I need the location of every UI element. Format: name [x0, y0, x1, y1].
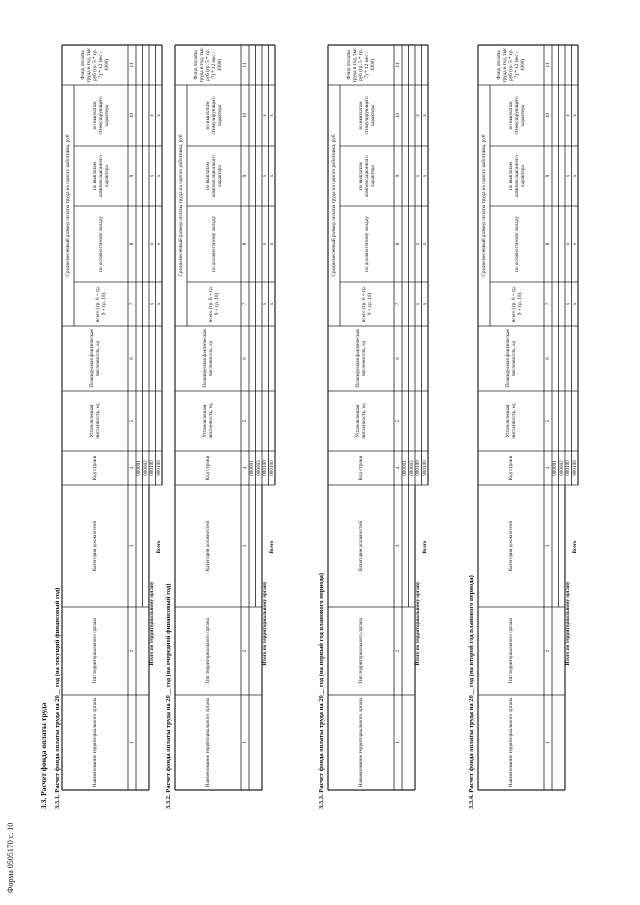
col-number-11: 11 [545, 62, 551, 68]
col-number-4: 4 [545, 466, 551, 470]
x-mark: х [149, 302, 156, 306]
x-mark: х [565, 114, 572, 117]
col-number-10: 10 [545, 112, 551, 119]
subtotal-code: 000100 [262, 460, 269, 476]
section-title: 3.3.2. Расчет фонда оплаты труда на 20__ год (на очередной финансовый год) [165, 583, 172, 809]
x-mark: х [262, 242, 269, 246]
header-col5: Установленная численность, ед [202, 403, 214, 439]
header-col7: всего (гр. 8 + гр. 9 + гр. 10) [208, 285, 220, 323]
header-col3: Категория должностей [508, 520, 514, 572]
col-number-1: 1 [129, 741, 135, 744]
x-mark: х [415, 302, 422, 306]
header-col11: Фонд оплаты труда в год, тыс руб (гр. 5 * гр. 7) * 12 мес / 1000) [80, 47, 110, 83]
col-number-6: 6 [545, 357, 551, 360]
total-label: Всего [155, 540, 162, 554]
col-number-7: 7 [129, 302, 135, 306]
section-title: 3.3.3. Расчет фонда оплаты труда на 20__ год (на первый год планового периода) [318, 572, 325, 809]
row-code: 000002 [558, 460, 565, 476]
row-code: 000002 [142, 460, 149, 476]
col-number-7: 7 [242, 302, 248, 306]
col-number-3: 3 [395, 544, 401, 548]
row-code: 000002 [255, 460, 262, 476]
col-number-6: 6 [242, 357, 248, 360]
header-col11: Фонд оплаты труда в год, тыс руб (гр. 5 * гр. 7) * 12 мес / 1000) [193, 47, 223, 83]
total-label: Всего [421, 540, 428, 554]
col-number-2: 2 [395, 649, 401, 653]
col-number-5: 5 [129, 419, 135, 423]
x-mark: х [421, 174, 428, 178]
header-col8: по должностному окладу [364, 216, 370, 272]
header-col7: всего (гр. 8 + гр. 9 + гр. 10) [95, 285, 107, 323]
header-col5: Установленная численность, ед [89, 403, 101, 439]
x-mark: х [155, 114, 162, 117]
header-col10: по выплатам стимулирующего характера [205, 96, 223, 135]
section-title: 3.3.4. Расчет фонда оплаты труда на 20__ год (на второй год планового периода) [468, 575, 475, 809]
x-mark: х [421, 242, 428, 246]
col-number-7: 7 [395, 302, 401, 306]
col-number-10: 10 [395, 112, 401, 119]
main-title: 3.3. Расчет фонда оплаты труда [39, 702, 48, 809]
row-code: 000001 [249, 460, 256, 476]
total-code: 900100 [571, 460, 578, 476]
header-col4: Код строки [358, 455, 364, 481]
x-mark: х [262, 114, 269, 117]
col-number-8: 8 [129, 242, 135, 246]
x-mark: х [571, 174, 578, 178]
col-number-3: 3 [129, 544, 135, 548]
col-number-1: 1 [242, 741, 248, 744]
header-col10: по выплатам стимулирующего характера [358, 96, 376, 135]
x-mark: х [149, 242, 156, 246]
header-col2: Тип территориального органа [508, 618, 514, 684]
header-col10: по выплатам стимулирующего характера [92, 96, 110, 135]
col-number-3: 3 [545, 544, 551, 548]
x-mark: х [571, 242, 578, 246]
row-code: 000002 [408, 460, 415, 476]
col-number-2: 2 [545, 649, 551, 653]
x-mark: х [565, 242, 572, 246]
header-col4: Код строки [205, 455, 211, 481]
col-number-8: 8 [545, 242, 551, 246]
x-mark: х [415, 114, 422, 117]
header-col8: по должностному окладу [211, 216, 217, 272]
x-mark: х [571, 114, 578, 117]
header-col3: Категория должностей [205, 520, 211, 572]
header-col2: Тип территориального органа [358, 618, 364, 684]
col-number-8: 8 [242, 242, 248, 246]
x-mark: х [262, 302, 269, 306]
total-label: Всего [268, 540, 275, 554]
header-col6: Планируемая фактическая численность, ед [89, 329, 101, 388]
subtotal-label: Итого по территориальному органу [262, 581, 269, 666]
x-mark: х [149, 174, 156, 178]
total-code: 900100 [268, 460, 275, 476]
row-code: 000001 [136, 460, 143, 476]
x-mark: х [155, 302, 162, 306]
col-number-5: 5 [242, 419, 248, 423]
total-label: Всего [571, 540, 578, 554]
total-code: 900100 [421, 460, 428, 476]
header-col3: Категория должностей [92, 520, 98, 572]
header-col5: Установленная численность, ед [355, 403, 367, 439]
total-code: 900100 [155, 460, 162, 476]
form-number: Форма 0505170 с. 10 [6, 822, 15, 893]
header-col1: Наименование территориального органа [358, 697, 364, 788]
col-number-10: 10 [129, 112, 135, 119]
col-number-2: 2 [129, 649, 135, 653]
subtotal-code: 000100 [565, 460, 572, 476]
header-col7: всего (гр. 8 + гр. 9 + гр. 10) [361, 285, 373, 323]
col-number-4: 4 [242, 466, 248, 470]
col-number-9: 9 [242, 174, 248, 178]
x-mark: х [415, 174, 422, 178]
col-number-4: 4 [129, 466, 135, 470]
section-1 [14, 0, 164, 905]
header-col9: по выплатам компенсационного характера [508, 155, 526, 197]
col-number-11: 11 [395, 62, 401, 68]
col-number-6: 6 [395, 357, 401, 360]
header-col1: Наименование территориального органа [92, 697, 98, 788]
x-mark: х [421, 302, 428, 306]
col-number-1: 1 [545, 741, 551, 744]
header-col6: Планируемая фактическая численность, ед [505, 329, 517, 388]
col-number-1: 1 [395, 741, 401, 744]
header-group: Среднемесячный размер оплаты труда на одного работника, руб [65, 134, 71, 277]
col-number-2: 2 [242, 649, 248, 653]
x-mark: х [268, 174, 275, 178]
col-number-6: 6 [129, 357, 135, 360]
header-col5: Установленная численность, ед [505, 403, 517, 439]
section-2 [165, 0, 315, 905]
section-title: 3.3.1. Расчет фонда оплаты труда на 20__ год (на текущий финансовый год) [54, 587, 61, 809]
subtotal-code: 000100 [415, 460, 422, 476]
section-4 [468, 0, 618, 905]
header-group: Среднемесячный размер оплаты труда на одного работника, руб [481, 134, 487, 277]
x-mark: х [268, 242, 275, 246]
x-mark: х [415, 242, 422, 246]
x-mark: х [268, 302, 275, 306]
row-code: 000001 [402, 460, 409, 476]
x-mark: х [571, 302, 578, 306]
header-col10: по выплатам стимулирующего характера [508, 96, 526, 135]
col-number-5: 5 [395, 419, 401, 423]
col-number-10: 10 [242, 112, 248, 119]
col-number-5: 5 [545, 419, 551, 423]
header-col11: Фонд оплаты труда в год, тыс руб (гр. 5 * гр. 7) * 12 мес / 1000) [346, 47, 376, 83]
header-col9: по выплатам компенсационного характера [92, 155, 110, 197]
header-col9: по выплатам компенсационного характера [205, 155, 223, 197]
header-col6: Планируемая фактическая численность, ед [202, 329, 214, 388]
col-number-4: 4 [395, 466, 401, 470]
header-col3: Категория должностей [358, 520, 364, 572]
header-col11: Фонд оплаты труда в год, тыс руб (гр. 5 * гр. 7) * 12 мес / 1000) [496, 47, 526, 83]
x-mark: х [565, 302, 572, 306]
header-col2: Тип территориального органа [205, 618, 211, 684]
row-code: 000001 [552, 460, 559, 476]
col-number-9: 9 [395, 174, 401, 178]
header-col1: Наименование территориального органа [205, 697, 211, 788]
x-mark: х [268, 114, 275, 117]
x-mark: х [262, 174, 269, 178]
header-col7: всего (гр. 8 + гр. 9 + гр. 10) [511, 285, 523, 323]
x-mark: х [155, 174, 162, 178]
col-number-8: 8 [395, 242, 401, 246]
col-number-9: 9 [129, 174, 135, 178]
header-group: Среднемесячный размер оплаты труда на одного работника, руб [178, 134, 184, 277]
col-number-11: 11 [242, 62, 248, 68]
x-mark: х [421, 114, 428, 117]
header-group: Среднемесячный размер оплаты труда на одного работника, руб [331, 134, 337, 277]
header-col4: Код строки [508, 455, 514, 481]
x-mark: х [149, 114, 156, 117]
header-col1: Наименование территориального органа [508, 697, 514, 788]
col-number-11: 11 [129, 62, 135, 68]
header-col8: по должностному окладу [514, 216, 520, 272]
col-number-9: 9 [545, 174, 551, 178]
header-col6: Планируемая фактическая численность, ед [355, 329, 367, 388]
subtotal-label: Итого по территориальному органу [415, 581, 422, 666]
header-col2: Тип территориального органа [92, 618, 98, 684]
x-mark: х [565, 174, 572, 178]
header-col9: по выплатам компенсационного характера [358, 155, 376, 197]
subtotal-label: Итого по территориальному органу [565, 581, 572, 666]
subtotal-code: 000100 [149, 460, 156, 476]
col-number-7: 7 [545, 302, 551, 306]
x-mark: х [155, 242, 162, 246]
subtotal-label: Итого по территориальному органу [149, 581, 156, 666]
header-col4: Код строки [92, 455, 98, 481]
section-3 [318, 0, 468, 905]
header-col8: по должностному окладу [98, 216, 104, 272]
col-number-3: 3 [242, 544, 248, 548]
